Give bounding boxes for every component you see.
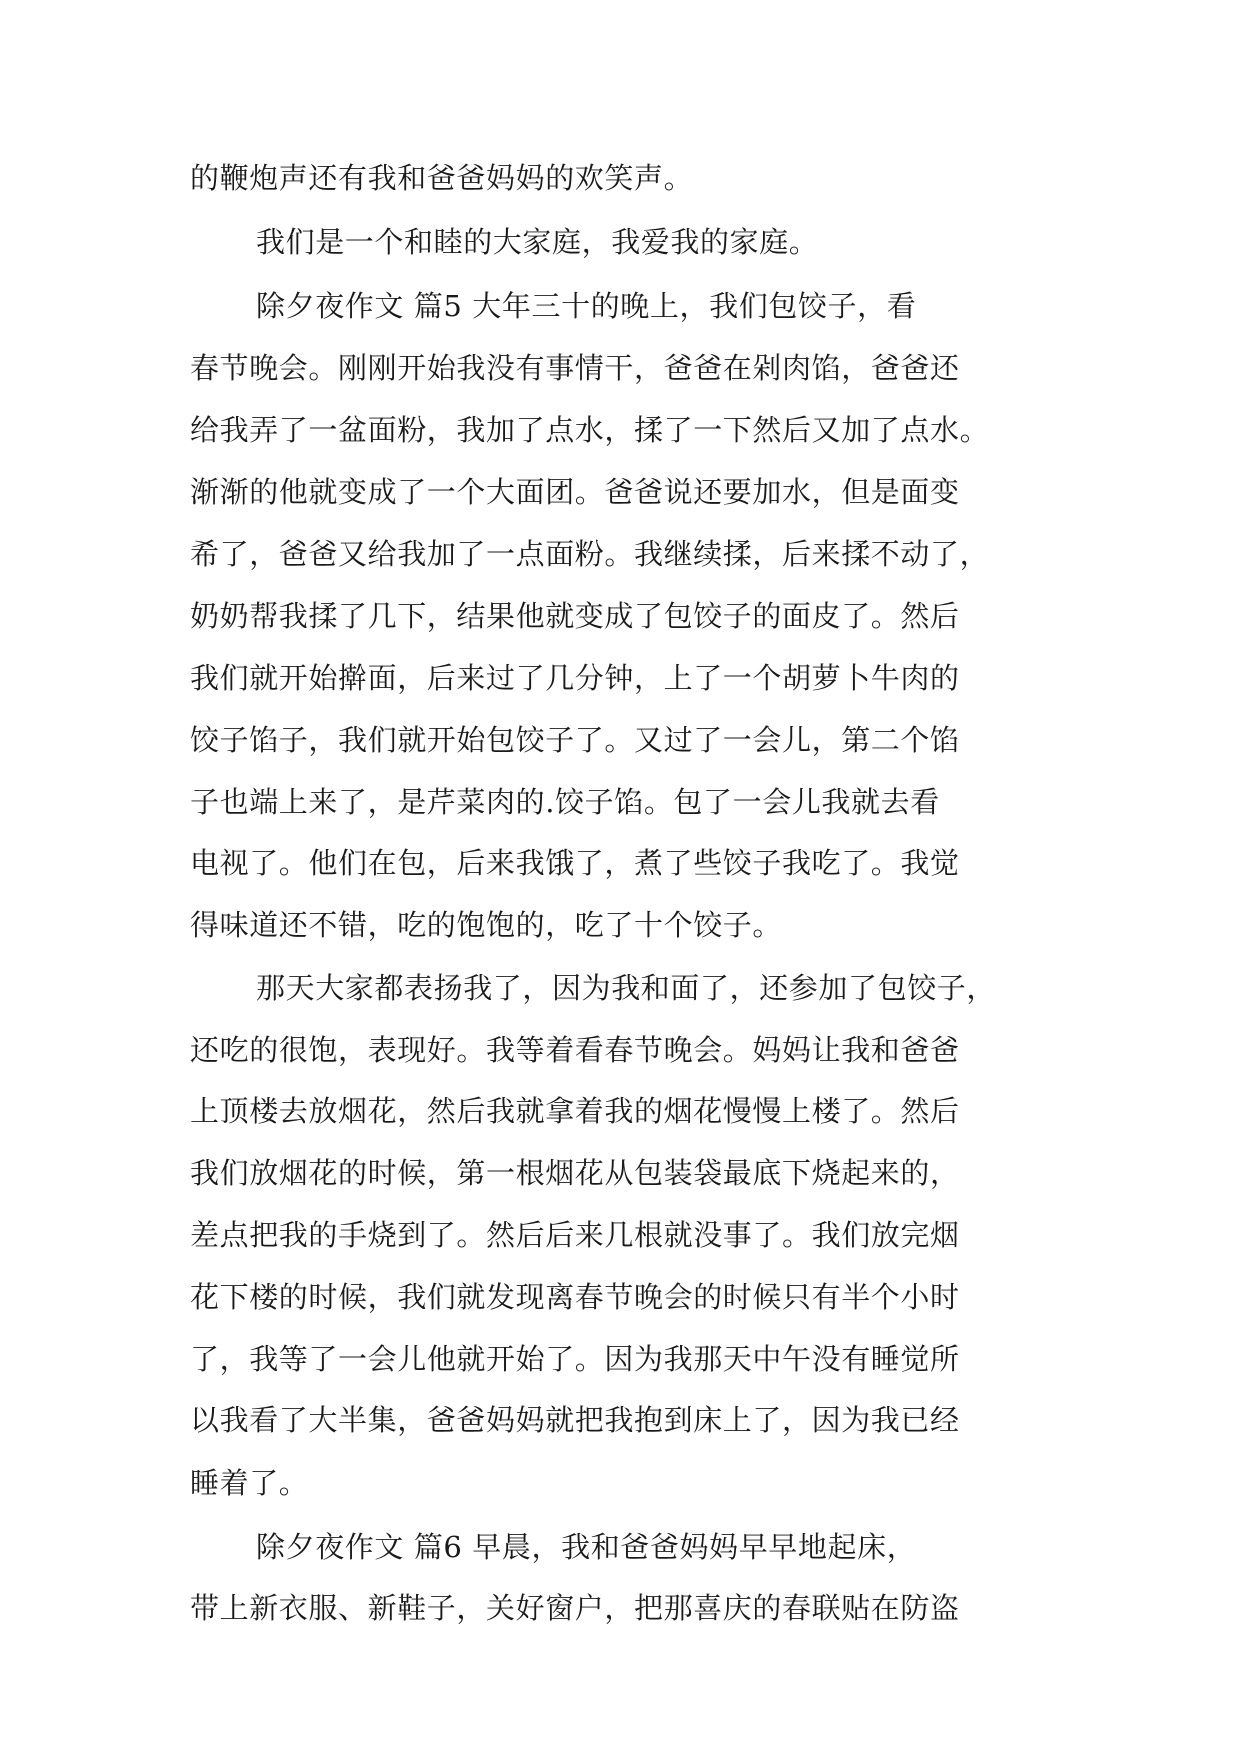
text-line: 差点把我的手烧到了。然后后来几根就没事了。我们放完烟 xyxy=(190,1218,960,1252)
text-line: 渐渐的他就变成了一个大面团。爸爸说还要加水，但是面变 xyxy=(190,475,960,509)
text-line: 给我弄了一盆面粉，我加了点水，揉了一下然后又加了点水。 xyxy=(190,413,990,447)
text-line: 电视了。他们在包，后来我饿了，煮了些饺子我吃了。我觉 xyxy=(190,846,960,880)
text-line: 了，我等了一会儿他就开始了。因为我那天中午没有睡觉所 xyxy=(190,1342,960,1376)
text-line: 奶奶帮我揉了几下，结果他就变成了包饺子的面皮了。然后 xyxy=(190,599,960,633)
text-line: 花下楼的时候，我们就发现离春节晚会的时候只有半个小时 xyxy=(190,1280,960,1314)
text-line: 以我看了大半集，爸爸妈妈就把我抱到床上了，因为我已经 xyxy=(190,1403,960,1437)
text-line: 除夕夜作文 篇6 早晨，我和爸爸妈妈早早地起床， xyxy=(256,1530,917,1564)
text-line: 带上新衣服、新鞋子，关好窗户，把那喜庆的春联贴在防盗 xyxy=(190,1591,960,1625)
text-line: 希了，爸爸又给我加了一点面粉。我继续揉，后来揉不动了， xyxy=(190,537,990,571)
text-line: 我们放烟花的时候，第一根烟花从包装袋最底下烧起来的， xyxy=(190,1156,960,1190)
text-line: 我们是一个和睦的大家庭，我爱我的家庭。 xyxy=(256,225,819,259)
text-line: 我们就开始擀面，后来过了几分钟，上了一个胡萝卜牛肉的 xyxy=(190,661,960,695)
text-line: 子也端上来了，是芹菜肉的.饺子馅。包了一会儿我就去看 xyxy=(190,785,940,819)
text-line: 的鞭炮声还有我和爸爸妈妈的欢笑声。 xyxy=(190,161,694,195)
text-line: 还吃的很饱，表现好。我等着看春节晚会。妈妈让我和爸爸 xyxy=(190,1033,960,1067)
text-line: 睡着了。 xyxy=(190,1466,309,1500)
text-line: 春节晚会。刚刚开始我没有事情干，爸爸在剁肉馅，爸爸还 xyxy=(190,351,960,385)
text-line: 除夕夜作文 篇5 大年三十的晚上，我们包饺子，看 xyxy=(256,289,917,323)
text-line: 饺子馅子，我们就开始包饺子了。又过了一会儿，第二个馅 xyxy=(190,723,960,757)
text-line: 上顶楼去放烟花，然后我就拿着我的烟花慢慢上楼了。然后 xyxy=(190,1094,960,1128)
text-line: 得味道还不错，吃的饱饱的，吃了十个饺子。 xyxy=(190,908,783,942)
text-line: 那天大家都表扬我了，因为我和面了，还参加了包饺子， xyxy=(256,971,997,1005)
